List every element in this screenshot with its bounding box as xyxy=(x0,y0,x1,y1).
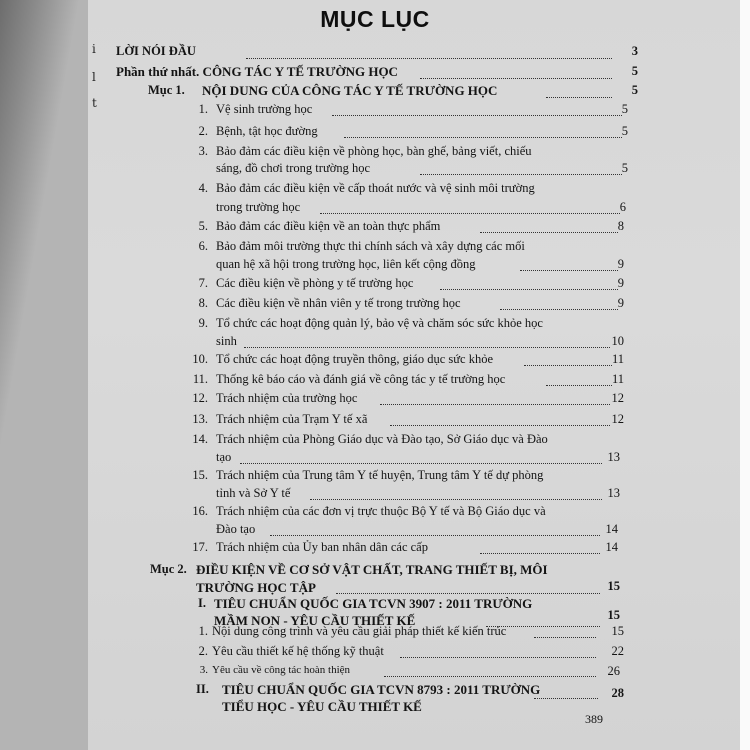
dot-leader xyxy=(320,212,620,214)
dot-leader xyxy=(384,675,596,677)
dot-leader xyxy=(310,498,602,500)
toc-entry-page: 5 xyxy=(631,83,638,97)
dot-leader xyxy=(534,636,596,638)
toc-entry-page: 26 xyxy=(607,664,620,678)
toc-entry-text: TIÊU CHUẨN QUỐC GIA TCVN 8793 : 2011 TRƯỜNG xyxy=(222,682,541,697)
toc-entry-text: Thống kê báo cáo và đánh giá về công tác y tế trường học xyxy=(216,372,506,386)
toc-entry-page: 14 xyxy=(605,522,618,536)
toc-entry-text: Yêu cầu về công tác hoàn thiện xyxy=(212,664,351,676)
toc-entry-text: Bảo đảm các điều kiện về phòng học, bàn ghế, bảng viết, chiếu xyxy=(216,144,532,158)
toc-entry-number: 3. xyxy=(199,664,208,676)
toc-entry-text: Bảo đảm môi trường thực thi chính sách và xây dựng các mối xyxy=(216,239,525,253)
toc-entry-text: Nội dung công trình và yêu cầu giải pháp thiết kế kiến trúc xyxy=(212,624,507,638)
toc-entry-page: 13 xyxy=(607,486,620,500)
toc-entry-number: 7. xyxy=(198,276,208,290)
toc-entry-text: Tổ chức các hoạt động truyền thông, giáo dục sức khỏe xyxy=(216,352,494,366)
toc-entry-page: 28 xyxy=(611,686,624,700)
toc-entry-number: Mục 2. xyxy=(150,562,187,576)
toc-entry-text: Bảo đảm các điều kiện về cấp thoát nước và vệ sinh môi trường xyxy=(216,181,535,195)
toc-entry-text: Trách nhiệm của Phòng Giáo dục và Đào tạo, Sở Giáo dục và Đào xyxy=(216,432,548,446)
dot-leader xyxy=(336,592,600,594)
toc-entry-page: 22 xyxy=(611,644,624,658)
toc-entry-number: 3. xyxy=(198,144,208,158)
dot-leader xyxy=(270,534,600,536)
toc-entry-page: 15 xyxy=(607,608,620,622)
toc-entry-text: Trách nhiệm của trường học xyxy=(216,391,358,405)
toc-entry-page: 5 xyxy=(621,102,628,116)
toc-entry-number: 9. xyxy=(198,316,208,330)
toc-entry-text-continued: sinh xyxy=(216,334,237,348)
page-title: MỤC LỤC xyxy=(320,6,430,32)
dot-leader xyxy=(480,552,600,554)
toc-entry-number: 2. xyxy=(198,644,208,658)
toc-entry-text: ĐIỀU KIỆN VỀ CƠ SỞ VẬT CHẤT, TRANG THIẾT BỊ, MÔI xyxy=(196,562,548,577)
dot-leader xyxy=(420,173,622,175)
toc-entry-text: TIÊU CHUẨN QUỐC GIA TCVN 3907 : 2011 TRƯỜNG xyxy=(214,596,533,611)
toc-entry-number: 12. xyxy=(192,391,208,405)
toc-entry-page: 9 xyxy=(617,276,624,290)
toc-entry-text: Trách nhiệm của Trạm Y tế xã xyxy=(216,412,368,426)
toc-entry-page: 9 xyxy=(617,296,624,310)
dot-leader xyxy=(534,697,598,699)
dot-leader xyxy=(546,384,612,386)
toc-entry-number: Mục 1. xyxy=(148,83,185,97)
toc-entry-text: Các điều kiện về phòng y tế trường học xyxy=(216,276,414,290)
toc-entry-page: 6 xyxy=(619,200,626,214)
toc-entry-number: 2. xyxy=(198,124,208,138)
toc-entry-page: 9 xyxy=(617,257,624,271)
toc-entry-text: Các điều kiện về nhân viên y tế trong trường học xyxy=(216,296,461,310)
toc-entry-text-continued: tạo xyxy=(216,450,232,464)
toc-entry-text-continued: TIỂU HỌC - YÊU CẦU THIẾT KẾ xyxy=(222,699,422,714)
toc-entry-page: 5 xyxy=(631,64,638,78)
toc-entry-number: 8. xyxy=(198,296,208,310)
toc-entry-number: 6. xyxy=(198,239,208,253)
toc-entry-text: Yêu cầu thiết kế hệ thống kỹ thuật xyxy=(212,644,384,658)
dot-leader xyxy=(240,462,602,464)
margin-glyph-1: i xyxy=(92,42,96,56)
toc-entry-number: 16. xyxy=(192,504,208,518)
dot-leader xyxy=(420,77,612,79)
toc-entry-page: 14 xyxy=(605,540,618,554)
dot-leader xyxy=(380,403,610,405)
toc-entry-page: 12 xyxy=(611,391,624,405)
toc-entry-number: I. xyxy=(198,596,206,610)
toc-entry-page: 5 xyxy=(621,124,628,138)
toc-entry-text-continued: Đào tạo xyxy=(216,522,256,536)
toc-entry-number: 17. xyxy=(192,540,208,554)
dot-leader xyxy=(440,288,618,290)
toc-entry-text-continued: trong trường học xyxy=(216,200,301,214)
toc-entry-text-continued: quan hệ xã hội trong trường học, liên kết cộng đồng xyxy=(216,257,476,271)
toc-entry-text: NỘI DUNG CỦA CÔNG TÁC Y TẾ TRƯỜNG HỌC xyxy=(202,83,498,98)
toc-entry-page: 10 xyxy=(611,334,624,348)
dot-leader xyxy=(246,57,612,59)
toc-entry-text: Phần thứ nhất. CÔNG TÁC Y TẾ TRƯỜNG HỌC xyxy=(116,64,398,79)
dot-leader xyxy=(480,231,618,233)
toc-entry-number: 4. xyxy=(198,181,208,195)
toc-entry-text-continued: tỉnh và Sở Y tế xyxy=(216,486,291,500)
toc-entry-text: Bảo đảm các điều kiện về an toàn thực phẩm xyxy=(216,219,441,233)
toc-entry-number: 15. xyxy=(192,468,208,482)
dot-leader xyxy=(390,424,610,426)
dot-leader xyxy=(524,364,612,366)
toc-entry-text: Bệnh, tật học đường xyxy=(216,124,318,138)
toc-entry-text: Trách nhiệm của Trung tâm Y tế huyện, Trung tâm Y tế dự phòng xyxy=(216,468,544,482)
toc-entry-text: Trách nhiệm của Ủy ban nhân dân các cấp xyxy=(216,540,428,554)
toc-entry-text-continued: MẦM NON - YÊU CẦU THIẾT KẾ xyxy=(214,613,416,628)
toc-entry-page: 15 xyxy=(607,579,620,593)
toc-entry-text: LỜI NÓI ĐẦU xyxy=(116,44,196,58)
toc-entry-number: 11. xyxy=(192,372,208,386)
toc-entry-text: Tổ chức các hoạt động quản lý, bảo vệ và chăm sóc sức khỏe học xyxy=(216,316,543,330)
toc-entry-page: 5 xyxy=(621,161,628,175)
margin-glyph-3: t xyxy=(92,96,97,110)
toc-entry-number: 14. xyxy=(192,432,208,446)
toc-entry-page: 11 xyxy=(611,372,624,386)
dot-leader xyxy=(400,656,596,658)
dot-leader xyxy=(500,308,618,310)
dot-leader xyxy=(332,114,622,116)
dot-leader xyxy=(244,346,610,348)
page-number: 389 xyxy=(585,712,603,726)
margin-glyph-2: l xyxy=(92,70,96,84)
toc-entry-page: 11 xyxy=(611,352,624,366)
toc-entry-page: 15 xyxy=(611,624,624,638)
toc-entry-number: 1. xyxy=(198,624,208,638)
toc-entry-page: 8 xyxy=(617,219,624,233)
dot-leader xyxy=(546,96,612,98)
dot-leader xyxy=(344,136,622,138)
toc-entry-page: 12 xyxy=(611,412,624,426)
toc-entry-page: 13 xyxy=(607,450,620,464)
toc-entry-number: 13. xyxy=(192,412,208,426)
toc-entry-number: 5. xyxy=(198,219,208,233)
toc-entry-page: 3 xyxy=(631,44,638,58)
toc-entry-number: 1. xyxy=(198,102,208,116)
toc-entry-number: 10. xyxy=(192,352,208,366)
toc-entry-text-continued: sáng, đồ chơi trong trường học xyxy=(216,161,370,175)
toc-entry-text-continued: TRƯỜNG HỌC TẬP xyxy=(196,580,316,595)
toc-entry-text: Trách nhiệm của các đơn vị trực thuộc Bộ Y tế và Bộ Giáo dục và xyxy=(216,504,546,518)
toc-entry-text: Vệ sinh trường học xyxy=(216,102,313,116)
toc-entry-number: II. xyxy=(196,682,209,696)
